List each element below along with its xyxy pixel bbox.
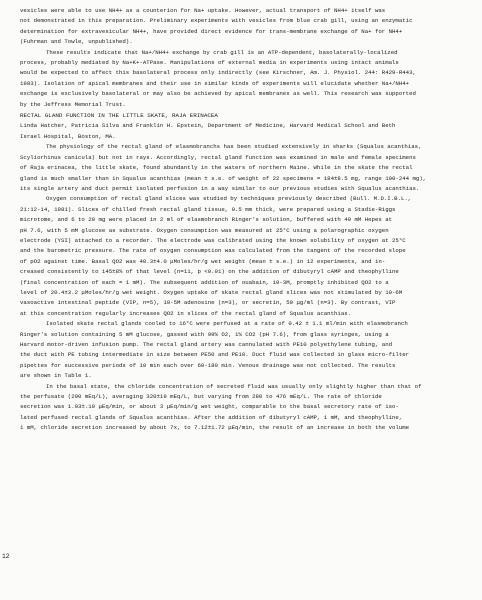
text-line: electrode (YSI) attached to a recorder. The electrode was calibrated using the known solubility of oxygen at 25°C	[20, 236, 406, 244]
page-number: 12	[2, 553, 10, 560]
text-line: of Raja erinacea, the little skate, found abundantly in the waters of northern Maine. While in the skate the rectal	[20, 164, 413, 172]
text-line: (final concentration of each = 1 mM). The subsequent addition of ouabain, 10-3M, promptly inhibited QO2 to a	[20, 278, 389, 286]
text-line: its single artery and duct permit isolated perfusion in a way similar to our previous studies with Squalus acanthias.	[20, 184, 420, 192]
text-line: level of 20.4±3.2 μMoles/hr/g wet weight. Oxygen uptake of skate rectal gland slices was not stimulated by 10-6M	[20, 288, 403, 296]
text-line: microtome, and 6 to 20 mg were placed in 2 ml of elasmobranch Ringer's solution, buffered with 40 mM Hepes at	[20, 216, 393, 224]
text-line: process, probably mediated by Na+K+-ATPase. Manipulations of external media in experiments using intact animals	[20, 59, 399, 67]
text-line: the perfusate (290 mEq/L), averaging 320±19 mEq/L, but varying from 280 to 476 mEq/L. The rate of chloride	[20, 393, 382, 401]
oxygen-paragraph	[20, 194, 468, 319]
text-line: secretion was 1.03±.19 μEq/min, or about 3 μEq/min/g wet weight, comparable to the basal secretory rate of iso-	[20, 403, 399, 411]
text-line: pH 7.6, with 5 mM glucose as substrate. Oxygen consumption was measured at 25°C using a polarographic oxygen	[20, 226, 389, 234]
text-line: Oxygen consumption of rectal gland slices was studied by techniques previously described (Bull. M.D.I.B.L.,	[46, 195, 412, 203]
text-line: are shown in Table 1.	[20, 372, 92, 380]
basal-state-paragraph	[20, 382, 468, 434]
continuation-paragraph	[20, 6, 468, 48]
text-line: The physiology of the rectal gland of elasmobranchs has been studied extensively in sharks (Squalus acanthias,	[46, 143, 422, 151]
text-line: by the Jeffress Memorial Trust.	[20, 100, 126, 108]
article-title: RECTAL GLAND FUNCTION IN THE LITTLE SKATE, RAJA ERINACEA	[20, 112, 218, 120]
text-line: 1983). Isolation of apical membranes and their use in similar kinds of experiments will elucidate whether Na+/NH4+	[20, 79, 410, 87]
text-line: determination for extravesicular NH4+, have provided direct evidence for trans-membrane exchange of Na+ for NH4+	[20, 27, 403, 35]
document-page	[20, 6, 468, 594]
text-line: These results indicate that Na+/NH4+ exchange by crab gill is an ATP-dependent, basolaterally-localized	[46, 48, 398, 56]
perfusion-paragraph	[20, 319, 468, 381]
text-line: vasoactive intestinal peptide (VIP, n=5), 10-5M adenosine (n=3), or secretin, 50 μg/ml (n=3). By contrast, VIP	[20, 299, 396, 307]
article-authors-line: Linda Hatcher, Patricia Silva and Franklin H. Epstein, Department of Medicine, Harvard Medical School and Beth	[20, 122, 396, 130]
text-line: Ringer's solution containing 5 mM glucose, gassed with 99% O2, 1% CO2 (pH 7.6), from glass syringes, using a	[20, 330, 389, 338]
text-line: 21:12-14, 1981). Slices of chilled fresh rectal gland tissue, 0.5 mm thick, were prepared using a Stadie-Riggs	[20, 205, 396, 213]
text-line: creased consistently to 145±8% of that level (n=11, p <0.01) on the addition of dibutyryl cAMP and theophylline	[20, 268, 399, 276]
text-line: would be expected to affect this basolateral process only indirectly (see Kirschner, Am. J. Physiol. 244: R429-R443,	[20, 69, 416, 77]
text-line: not demonstrated in this preparation. Preliminary experiments with vesicles from blue crab gill, using an enzymatic	[20, 17, 413, 25]
text-line: Harvard motor-driven infusion pump. The rectal gland artery was cannulated with PE10 polyethylene tubing, and	[20, 341, 393, 348]
text-line: and the barometric pressure. The rate of oxygen consumption was calculated from the tangent of the recorded slope	[20, 247, 406, 255]
summary-paragraph	[20, 48, 468, 110]
text-line: Scyliorhinus canicula) but not in rays. Accordingly, rectal gland function was examined in male and female specimens	[20, 153, 416, 161]
text-line: Isolated skate rectal glands cooled to 16°C were perfused at a rate of 0.42 ± 1.1 ml/min with elasmobranch	[46, 320, 408, 328]
text-line: lated perfused rectal glands of Squalus acanthias. After the addition of dibutyryl cAMP, 1 mM, and theophylline,	[20, 413, 403, 421]
text-line: the duct with PE tubing intermediate in size between PE50 and PE10. Duct fluid was collected in glass micro-filter	[20, 351, 410, 359]
intro-paragraph	[20, 142, 468, 194]
text-line: vesicles were able to use NH4+ as a counterion for Na+ uptake. However, actual transport of NH4+ itself was	[20, 7, 386, 14]
text-line: pipettes for successive periods of 10 min each over 60-180 min. Venous drainage was not collected. The results	[20, 361, 396, 369]
article-authors-line: Israel Hospital, Boston, MA.	[20, 132, 116, 140]
text-line: In the basal state, the chloride concentration of secreted fluid was usually only slightly higher than that of	[46, 382, 422, 390]
text-line: (Fuhrman and Towle, unpublished).	[20, 38, 133, 46]
text-line: at this concentration regularly increases QO2 in slices of the rectal gland of Squalus acanthias.	[20, 309, 352, 317]
text-line: exchange is exclusively basolateral or may also be achieved by apical membranes as well. This research was supported	[20, 90, 416, 98]
text-line: 1 mM, chloride secretion increased by about 7x, to 7.12±1.72 μEq/min, the result of an increase in both the volume	[20, 424, 410, 432]
text-line: gland is much smaller than in Squalus acanthias (mean ± s.e. of weight of 22 specimens = 184±8.5 mg, range 100-244 mg),	[20, 174, 427, 182]
text-line: of pO2 against time. Basal QO2 was 40.3±4.0 μMoles/hr/g wet weight (mean ± s.e.) in 12 experiments, and in-	[20, 257, 386, 265]
